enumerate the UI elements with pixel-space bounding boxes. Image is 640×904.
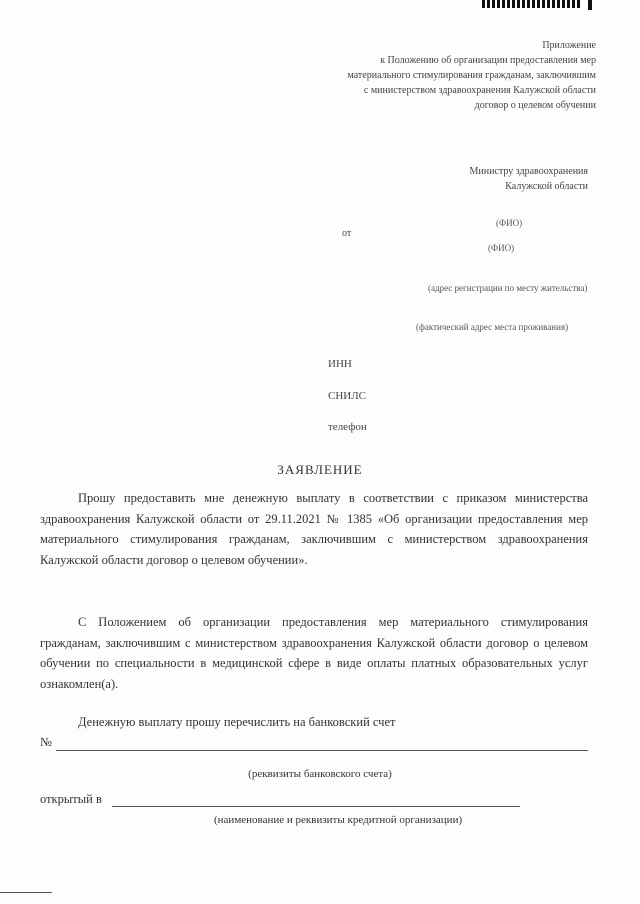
phone-label: телефон [328,421,367,433]
paragraph-request [40,488,588,570]
from-label: от [342,228,352,239]
addressee-line: Министру здравоохранения [469,166,588,177]
paragraph-text: Прошу предоставить мне денежную выплату в соответствии с приказом министерства здравоохранения Калужской области от 29.11.2021 № 1385 «Об организации предоставления мер материального стимулирования гражданам, заключившим с министерством здравоохранения Калужской области договор о целевом обучении». [40,491,588,567]
opened-in-label: открытый в [40,792,102,806]
bank-account-caption: (реквизиты банковского счета) [248,768,392,780]
appendix-header [256,38,596,113]
inn-label: ИНН [328,358,352,370]
bank-name-field[interactable] [112,806,520,807]
document-title: ЗАЯВЛЕНИЕ [277,462,363,477]
paragraph-acknowledgement [40,612,588,694]
fio-label-2: (ФИО) [488,243,515,253]
footnote-separator [0,892,52,893]
registration-address-label: (адрес регистрации по месту жительства) [428,283,588,293]
scan-barcode-mark [482,0,580,8]
residence-address-label: (фактический адрес места проживания) [416,322,569,332]
snils-label: СНИЛС [328,390,367,402]
credit-organization-caption: (наименование и реквизиты кредитной организации) [214,814,463,826]
addressee-block [328,164,588,194]
paragraph-text: С Положением об организации предоставления мер материального стимулирования гражданам, заключившим с министерством здравоохранения Калужской области договор о целевом обучении по специальности в медицинской сфере в виде оплаты платных образовательных услуг ознакомлен(а). [40,615,588,691]
appendix-line: к Положению об организации предоставления мер [380,55,596,66]
addressee-line: Калужской области [505,181,588,192]
appendix-line: материального стимулирования гражданам, заключившим [347,70,596,81]
fio-label: (ФИО) [496,218,523,228]
paragraph-text: Денежную выплату прошу перечислить на банковский счет [78,715,396,729]
paragraph-transfer [40,712,588,733]
appendix-line: с министерством здравоохранения Калужской области [363,85,596,96]
appendix-line: договор о целевом обучении [474,100,596,111]
appendix-line: Приложение [542,40,596,51]
account-number-label: № [40,735,52,749]
scan-mark [588,0,592,10]
account-number-field[interactable] [56,750,588,751]
